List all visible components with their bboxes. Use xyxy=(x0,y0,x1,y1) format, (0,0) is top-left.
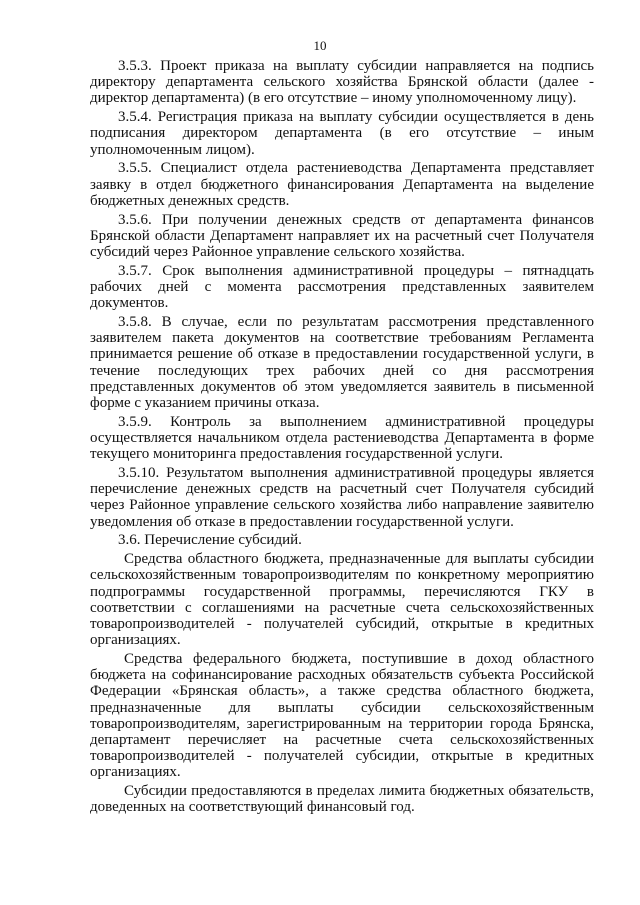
paragraph-federal-budget-funds: Средства федерального бюджета, поступившие в доход областного бюджета на софинансирование расходных обязательств субъекта Российской Федерации «Брянская область», а также средства областного бюджета, предназначенные для выплаты субсидии сельскохозяйственным товаропроизводителям, зарегистрированным на территории города Брянска, департамент перечисляет на расчетные счета сельскохозяйственных товаропроизводителей - получателей субсидии, открытые в кредитных организациях. xyxy=(90,651,594,781)
paragraph-3-5-6: 3.5.6. При получении денежных средств от департамента финансов Брянской области Департамент направляет их на расчетный счет Получателя субсидий через Районное управление сельского хозяйства. xyxy=(90,211,594,261)
paragraph-subsidy-limits: Субсидии предоставляются в пределах лимита бюджетных обязательств, доведенных на соответствующий финансовый год. xyxy=(90,783,594,816)
paragraph-regional-budget-funds: Средства областного бюджета, предназначенные для выплаты субсидии сельскохозяйственным товаропроизводителям по конкретному мероприятию подпрограммы государственной программы, перечисляются ГКУ в соответствии с соглашениями на расчетные счета сельскохозяйственных товаропроизводителей - получателей субсидий, открытые в кредитных организациях. xyxy=(90,551,594,649)
paragraph-3-5-4: 3.5.4. Регистрация приказа на выплату субсидии осуществляется в день подписания директором департамента (в его отсутствие – иным уполномоченным лицом). xyxy=(90,109,594,158)
paragraph-3-5-3: 3.5.3. Проект приказа на выплату субсидии направляется на подпись директору департамента сельского хозяйства Брянской области (далее - директор департамента) (в его отсутствие – иному уполномоченному лицу). xyxy=(90,58,594,107)
paragraph-3-5-9: 3.5.9. Контроль за выполнением административной процедуры осуществляется начальником отдела растениеводства Департамента в форме текущего мониторинга предоставления государственной услуги. xyxy=(90,413,594,463)
paragraph-3-5-8: 3.5.8. В случае, если по результатам рассмотрения представленного заявителем пакета документов на соответствие требованиям Регламента принимается решение об отказе в предоставлении государственной услуги, в течение последующих трех рабочих дней со дня рассмотрения представленных документов об этом уведомляется заявитель в письменной форме с указанием причины отказа. xyxy=(90,314,594,412)
section-heading-3-6: 3.6. Перечисление субсидий. xyxy=(118,532,302,549)
page-number: 10 xyxy=(313,38,327,53)
document-body xyxy=(90,58,594,818)
paragraph-3-5-7: 3.5.7. Срок выполнения административной процедуры – пятнадцать рабочих дней с момента рассмотрения представленных заявителем документов. xyxy=(90,262,594,312)
paragraph-3-5-10: 3.5.10. Результатом выполнения административной процедуры является перечисление денежных средств на расчетный счет Получателя субсидий через Районное управление сельского хозяйства либо направление заявителю уведомления об отказе в предоставлении государственной услуги. xyxy=(90,465,594,530)
paragraph-3-5-5: 3.5.5. Специалист отдела растениеводства Департамента представляет заявку в отдел бюджетного финансирования Департамента на выделение бюджетных денежных средств. xyxy=(90,160,594,209)
